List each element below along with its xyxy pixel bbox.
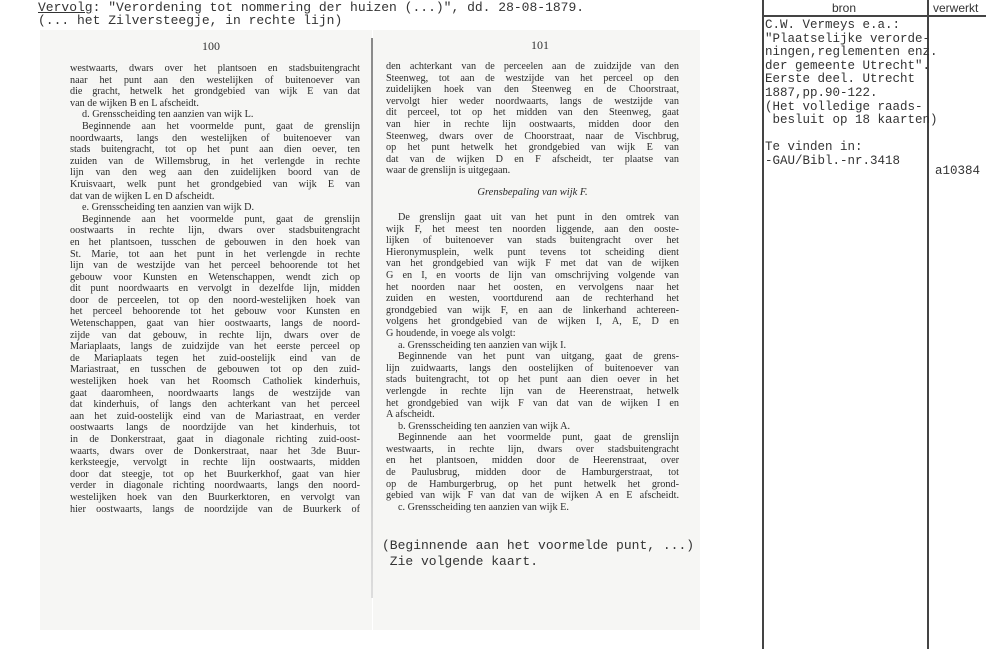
text-line: G en I, en voorts de lijn van omschrijving volgende van xyxy=(386,269,679,281)
text-line: volgens het grondgebied van de wijken I, A, E, D en xyxy=(386,316,679,328)
text-line: gaat daaromheen, noordwaarts langs de westzijde van xyxy=(70,387,360,399)
text-line: stads buitengracht, tot op het punt aan dien oever in het xyxy=(386,374,679,386)
text-line: dat van de wijken D en F afscheidt, ter plaatse van xyxy=(386,153,679,165)
text-line: waarts, dwars over de Donkerstraat, naar het 3de Buur- xyxy=(70,445,360,457)
text-line: b. Grensscheiding ten aanzien van wijk A. xyxy=(398,420,571,432)
header-rule xyxy=(762,15,986,17)
page-number-right: 101 xyxy=(531,38,549,52)
text-line: dit punt noordwaarts en vervolgt in dezelfde lijn, midden xyxy=(70,283,360,295)
page-number-left: 100 xyxy=(202,39,220,53)
text-line: dat kinderhuis, of langs den achterkant van het perceel xyxy=(70,399,360,411)
text-line: Mariastraat, en tusschen de gebouwen tot op den zuid- xyxy=(70,364,360,376)
text-line: zijde van dat gebouw, in rechte lijn, dwars over de xyxy=(70,329,360,341)
book-gutter xyxy=(371,38,373,598)
text-line: c. Grensscheiding ten aanzien van wijk E. xyxy=(398,501,569,513)
text-line: dit perceel, tot op het midden van den Steenweg, gaat xyxy=(386,107,679,119)
text-line: westelijken hoek van het Roomsch Catholiek kinderhuis, xyxy=(70,376,360,388)
text-line: naar het punt aan den westelijken of buitenoever van xyxy=(70,74,360,86)
text-line: grondgebied van wijk F, en aan de linkerhand achtereen- xyxy=(386,304,679,316)
section-heading: Grensbepaling van wijk F. xyxy=(477,187,588,198)
right-page-text-top xyxy=(386,61,679,177)
text-line: de Paulusbrug, midden door de Hamburgerstraat, tot xyxy=(386,467,679,479)
text-line: G houdende, in voege als volgt: xyxy=(386,327,516,339)
text-line: e. Grensscheiding ten aanzien van wijk D. xyxy=(82,202,254,214)
text-line: die gracht, hetwelk het grondgebied van wijk E van dat xyxy=(70,86,360,98)
text-line: Beginnende aan het voormelde punt, gaat de grenslijn xyxy=(398,432,679,444)
text-line: Steenweg, dwars over de Choorstraat, naar de Vischbrug, xyxy=(386,130,679,142)
text-line: gebied van wijk F van dat van de wijken A en E afscheidt. xyxy=(386,490,679,502)
processed-code: a10384 xyxy=(935,164,981,178)
text-line: het perceel behoorende tot het gebouw voor Kunsten en xyxy=(70,306,360,318)
text-line: op het punt hetwelk het grondgebied van wijk E van xyxy=(386,142,679,154)
text-line: op de Hamburgerbrug, op het punt hetwelk het grond- xyxy=(386,478,679,490)
text-line: noordwaarts, langs den westelijken of buitenoever van xyxy=(70,132,360,144)
header-title: : "Verordening tot nommering der huizen (...)", dd. 28-08-1879. xyxy=(92,0,585,15)
text-line: lijn van de westzijde van het perceel behoorende tot het xyxy=(70,260,360,272)
text-line: verlengde in rechte lijn van de Heerenstraat, hetwelk xyxy=(386,385,679,397)
text-line: gebouw voor Kunsten en Wetenschappen, wendt zich op xyxy=(70,271,360,283)
text-line: westwaarts, dwars over het plantsoen en stadsbuitengracht xyxy=(70,63,360,74)
text-line: het grondgebied van wijk F van dat van de wijken I en xyxy=(386,397,679,409)
text-line: zuiden van de Willemsbrug, in het verlengde in rechte xyxy=(70,155,360,167)
column-header-bron: bron xyxy=(832,1,857,15)
text-line: van het grondgebied van wijk F met dat van de wijken xyxy=(386,258,679,270)
text-line: en het plantsoen, tusschen de gebouwen in den hoek van xyxy=(70,236,360,248)
text-line: De grenslijn gaat uit van het punt in den omtrek van xyxy=(398,212,679,223)
text-line: A afscheidt. xyxy=(386,409,435,421)
text-line: oostwaarts langs de noordzijde van het kinderhuis, tot xyxy=(70,422,360,434)
header-subtitle: (... het Zilversteegje, in rechte lijn) xyxy=(38,12,343,28)
text-line: Wetenschappen, gaat van hier oostwaarts, langs de noord- xyxy=(70,318,360,330)
text-line: Steenweg, tot aan de westzijde van het perceel op den xyxy=(386,72,679,84)
text-line: aan het zuid-oostelijk eind van de Mariastraat, en verder xyxy=(70,410,360,422)
text-line: Beginnende van het punt van uitgang, gaat de grens- xyxy=(398,351,679,363)
text-line: lijn zuidwaarts, langs den oostelijken of buitenoever van xyxy=(386,362,679,374)
text-line: lijken of buitenoever van stads buitengracht over het xyxy=(386,235,679,247)
text-line: door dat steegje, tot op het Buurkerkhof, gaat van hier xyxy=(70,468,360,480)
text-line: Beginnende aan het voormelde punt, gaat de grenslijn xyxy=(82,213,360,225)
source-reference: C.W. Vermeys e.a.: "Plaatselijke verorde- ningen,reglementen enz. der gemeente Utrecht". Eerste deel. Utrecht 1887,pp.90-122. (Het volledige raads- besluit op 18 kaarten) Te vinden in: -GAU/Bibl.-nr.3418 xyxy=(765,18,938,168)
text-line: Hieronymusplein, welk punt tevens tot scheiding dient xyxy=(386,246,679,258)
text-line: het noorden naar het oosten, en vervolgens naar het xyxy=(386,281,679,293)
text-line: d. Grensscheiding ten aanzien van wijk L. xyxy=(82,109,254,121)
text-line: St. Marie, tot aan het punt in het verlengde in rechte xyxy=(70,248,360,260)
text-line: westelijken hoek van den Buurkerktoren, en vervolgt van xyxy=(70,491,360,503)
text-line: wijk F, het meest ten noorden liggende, aan den ooste- xyxy=(386,223,679,235)
header-label: Vervolg xyxy=(38,0,93,15)
text-line: in de Donkerstraat, gaat in diagonale richting zuid-oost- xyxy=(70,434,360,445)
text-line: vervolgt hier weder noordwaarts, langs de westzijde van xyxy=(386,95,679,107)
column-header-verwerkt: verwerkt xyxy=(933,1,979,15)
text-line: Kruisvaart, welk punt het grondgebied van wijk E van xyxy=(70,178,360,190)
text-line: a. Grensscheiding ten aanzien van wijk I. xyxy=(398,339,567,351)
text-line: Mariaplaats, langs de zuidzijde van het eerste perceel op xyxy=(70,341,360,353)
text-line: van hier in rechte lijn oostwaarts, midden door den xyxy=(386,118,679,130)
left-page-text xyxy=(70,63,360,515)
text-line: en het plantsoen, midden door de Heerenstraat, over xyxy=(386,455,679,467)
document-header xyxy=(38,2,584,27)
sidebar-divider xyxy=(762,0,764,649)
text-line: waar de grenslijn is uitgegaan. xyxy=(386,165,511,177)
text-line: kerksteegje, vervolgt in rechte lijn oostwaarts, midden xyxy=(70,457,360,469)
text-line: zuidelijken hoek van den Steenweg en de Choorstraat, xyxy=(386,84,679,96)
text-line: stads buitengracht, tot op het punt aan dien oever, ten xyxy=(70,144,360,156)
text-line: dat van de wijken L en D afscheidt. xyxy=(70,190,215,202)
text-line: hier oostwaarts, langs de noordzijde van de Buurkerk of xyxy=(70,503,360,515)
text-line: de Mariaplaats tegen het zuid-oostelijk eind van de xyxy=(70,352,360,364)
text-line: oostwaarts in rechte lijn, dwars over stadsbuitengracht xyxy=(70,225,360,237)
text-line: den achterkant van de perceelen aan de zuidzijde van den xyxy=(386,61,679,72)
text-line: westwaarts, in rechte lijn, dwars over stadsbuitengracht xyxy=(386,443,679,455)
text-line: Beginnende aan het voormelde punt, gaat de grenslijn xyxy=(82,120,360,132)
right-page-text-bottom xyxy=(386,212,679,513)
text-line: zuiden en westen, voortdurend aan de rechterhand het xyxy=(386,293,679,305)
typed-note: (Beginnende aan het voormelde punt, ...) Zie volgende kaart. xyxy=(382,538,695,569)
text-line: verder in diagonale richting noordwaarts, langs den noord- xyxy=(70,480,360,492)
text-line: lijn van den weg aan den zuidelijken boord van de xyxy=(70,167,360,179)
text-line: door de perceelen, tot op den noord-westelijken hoek van xyxy=(70,294,360,306)
text-line: van de wijken B en L afscheidt. xyxy=(70,97,199,109)
